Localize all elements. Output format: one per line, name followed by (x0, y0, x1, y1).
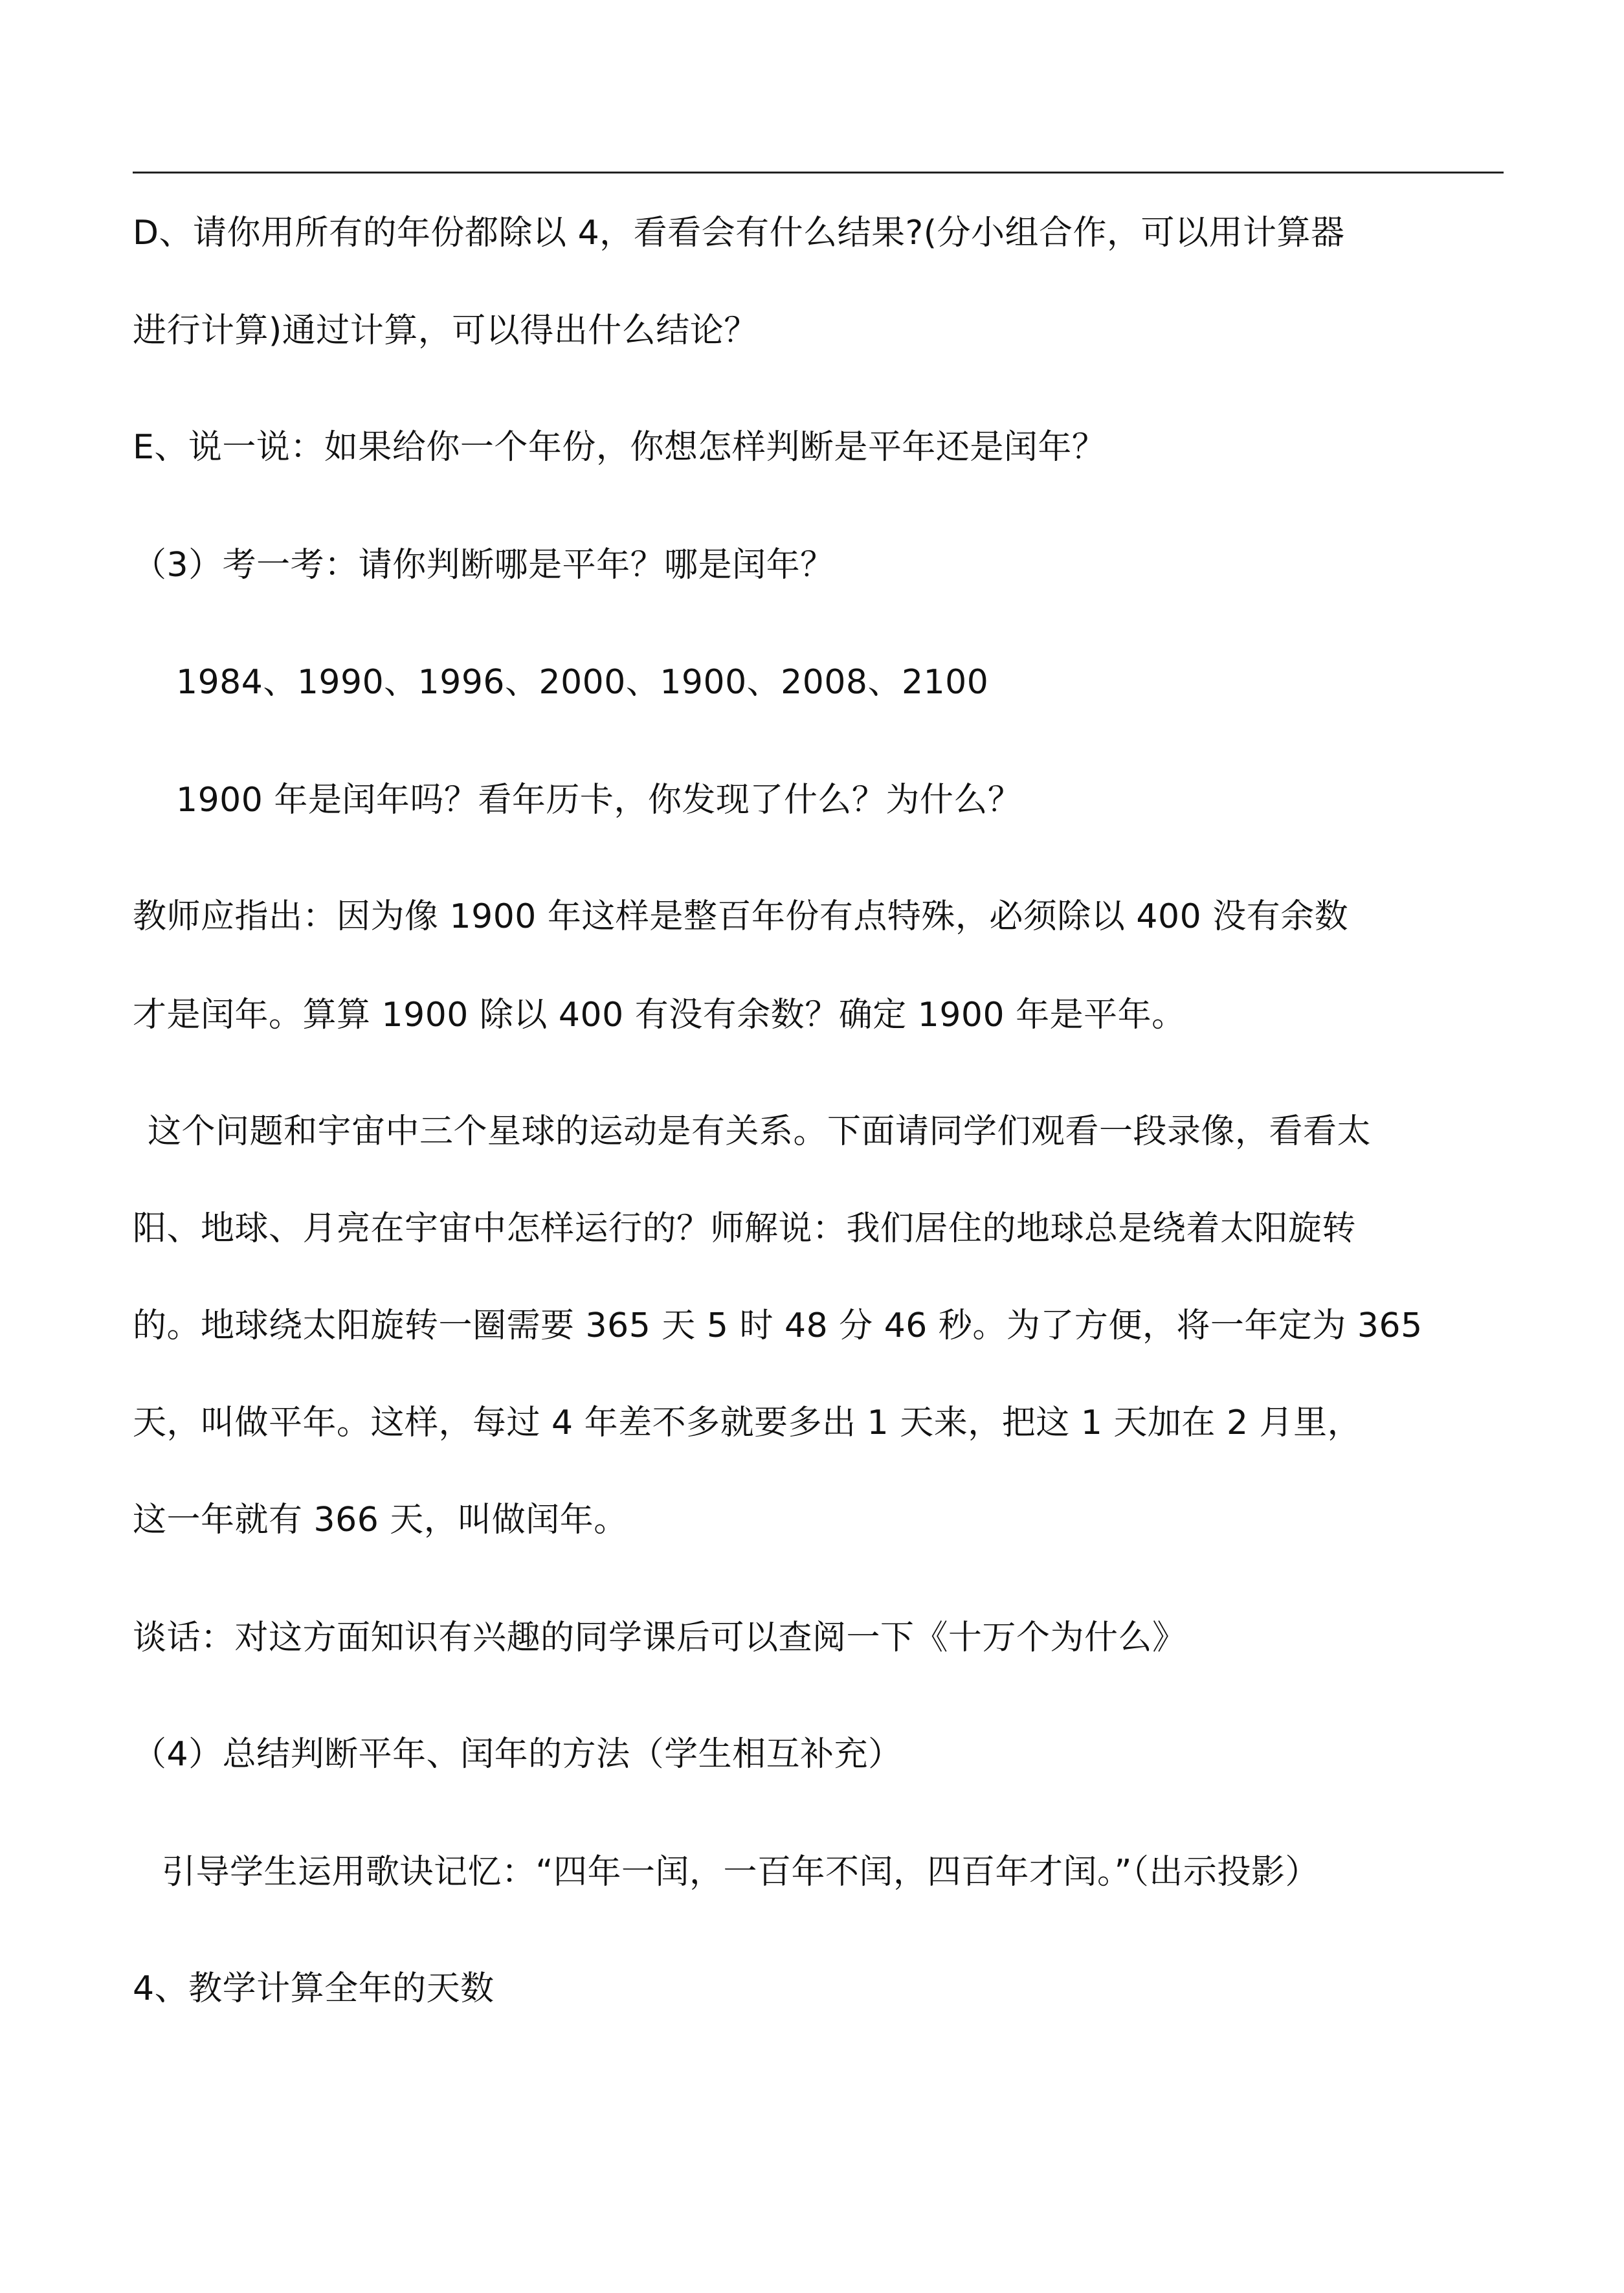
text-line-universe-para-5: 这一年就有 366 天，叫做闰年。 (133, 1501, 628, 1539)
text-line-e-question: E、说一说：如果给你一个年份，你想怎样判断是平年还是闰年？ (133, 428, 1106, 467)
text-line-teacher-note-cont: 才是闰年。算算 1900 除以 400 有没有余数？确定 1900 年是平年。 (133, 996, 1186, 1035)
text-line-universe-para-2: 阳、地球、月亮在宇宙中怎样运行的？师解说：我们居住的地球总是绕着太阳旋转 (133, 1209, 1357, 1248)
text-line-quiz-heading: （3）考一考：请你判断哪是平年？哪是闰年？ (133, 546, 834, 585)
header-rule (133, 172, 1504, 173)
text-line-talk: 谈话：对这方面知识有兴趣的同学课后可以查阅一下《十万个为什么》 (133, 1618, 1186, 1657)
text-line-section-4: 4、教学计算全年的天数 (133, 1969, 495, 2008)
text-line-universe-para: 这个问题和宇宙中三个星球的运动是有关系。下面请同学们观看一段录像，看看太 (148, 1112, 1372, 1151)
text-line-universe-para-4: 天，叫做平年。这样，每过 4 年差不多就要多出 1 天来，把这 1 天加在 2 月里， (133, 1404, 1362, 1442)
text-line-1900-question: 1900 年是闰年吗？看年历卡，你发现了什么？为什么？ (176, 781, 1022, 820)
text-line-mnemonic: 引导学生运用歌诀记忆：“四年一闰，一百年不闰，四百年才闰。”（出示投影） (162, 1853, 1319, 1892)
text-line-teacher-note: 教师应指出：因为像 1900 年这样是整百年份有点特殊，必须除以 400 没有余数 (133, 897, 1349, 936)
text-line-universe-para-3: 的。地球绕太阳旋转一圈需要 365 天 5 时 48 分 46 秒。为了方便，将一年定为 365 (133, 1306, 1423, 1345)
text-line-d-question: D、请你用所有的年份都除以 4，看看会有什么结果?(分小组合作，可以用计算器 (133, 214, 1345, 252)
text-line-summary-heading: （4）总结判断平年、闰年的方法（学生相互补充） (133, 1735, 902, 1774)
text-line-d-question-cont: 进行计算)通过计算，可以得出什么结论？ (133, 311, 758, 350)
text-line-year-list: 1984、1990、1996、2000、1900、2008、2100 (176, 663, 989, 702)
